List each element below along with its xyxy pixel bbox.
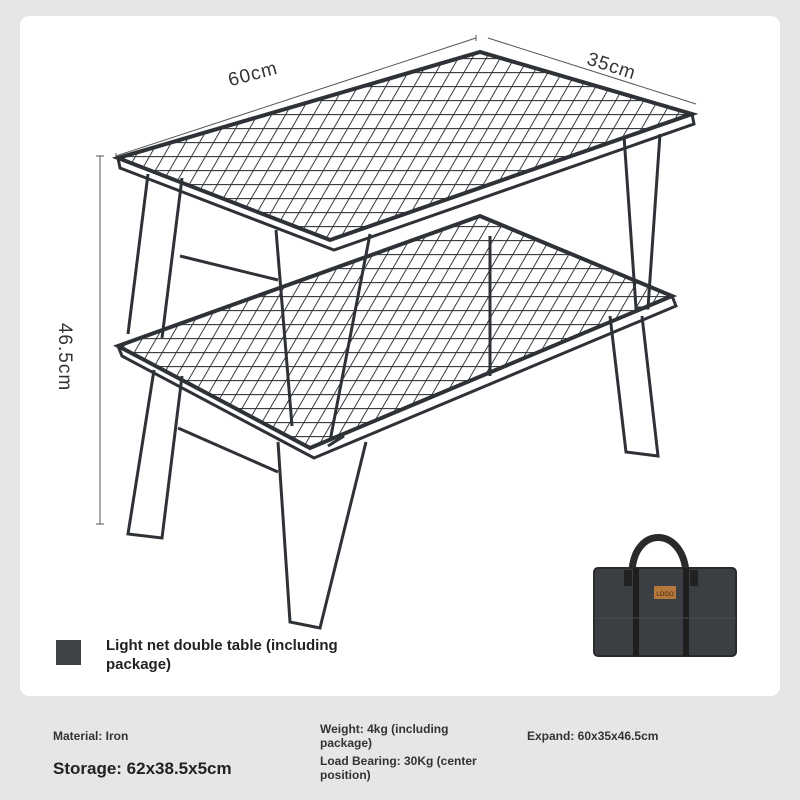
length-dimension-label: 60cm: [226, 57, 281, 92]
spec-expand: Expand: 60x35x46.5cm: [527, 729, 659, 743]
width-dimension-label: 35cm: [584, 48, 639, 85]
upper-shelf: [118, 52, 694, 250]
spec-storage: Storage: 62x38.5x5cm: [53, 759, 232, 778]
height-dimension-label: 46.5cm: [54, 322, 76, 392]
product-card: [20, 16, 780, 696]
carry-bag-icon: [594, 538, 736, 657]
spec-weight: Weight: 4kg (including package): [320, 722, 449, 750]
variant-color-swatch[interactable]: [56, 640, 81, 665]
spec-load-bearing: Load Bearing: 30Kg (center position): [320, 754, 477, 782]
lower-shelf: [118, 216, 676, 458]
table-illustration: [20, 16, 780, 696]
svg-text:LOGO: LOGO: [656, 592, 674, 598]
spec-material: Material: Iron: [53, 729, 129, 743]
variant-label: Light net double table (including package): [106, 637, 338, 673]
